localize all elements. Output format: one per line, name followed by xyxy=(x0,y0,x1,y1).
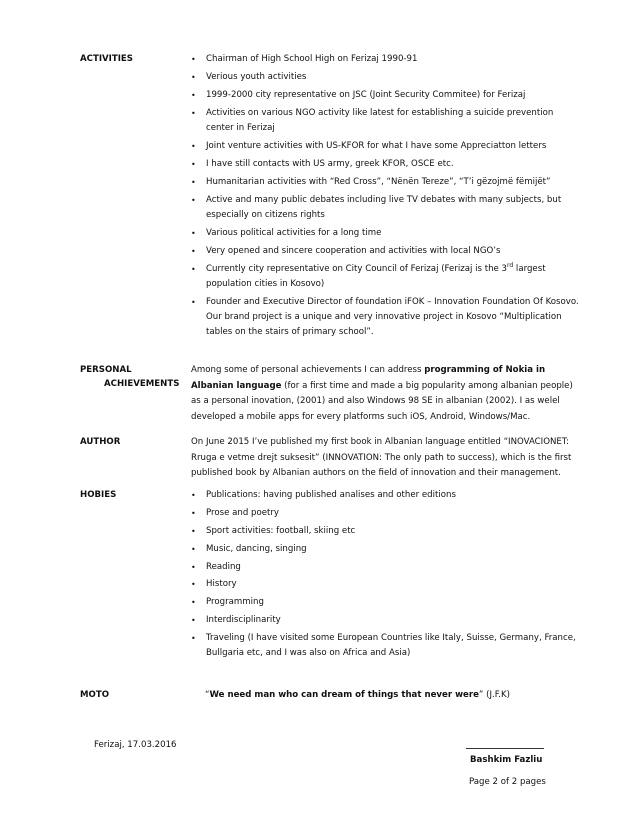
moto-label: MOTO xyxy=(80,690,110,700)
text-bold: programming of Nokia in Albanian language xyxy=(191,365,546,391)
list-item: • Humanitarian activities with “Red Cross”, “Nënën Tereze”, “T’i gëzojmë fëmijët” xyxy=(191,175,579,190)
list-item: • Activities on various NGO activity like latest for establishing a suicide prevention center in Ferizaj xyxy=(191,106,579,137)
list-item: • I have still contacts with US army, greek KFOR, OSCE etc. xyxy=(191,157,579,172)
list-item: • Prose and poetry xyxy=(191,506,579,521)
author-label: AUTHOR xyxy=(80,437,121,447)
hobies-list xyxy=(191,488,579,662)
hobies-content xyxy=(191,488,579,664)
label-line: ACHIEVEMENTS xyxy=(104,379,180,389)
list-item: • Music, dancing, singing xyxy=(191,542,579,557)
page-number: Page 2 of 2 pages xyxy=(469,777,546,787)
list-item: • Various political activities for a long time xyxy=(191,226,579,241)
signature-name: Bashkim Fazliu xyxy=(470,755,543,765)
council-text: Currently city representative on City Council of Ferizaj (Ferizaj is the 3 xyxy=(206,263,508,274)
council-text-end: largest population cities in Kosovo) xyxy=(206,263,546,289)
text-run: Among some of personal achievements I can address xyxy=(191,365,425,375)
list-item: • Sport activities: football, skiing etc xyxy=(191,524,579,539)
list-item: • Very opened and sincere cooperation and activities with local NGO’s xyxy=(191,244,579,259)
hobies-label: HOBIES xyxy=(80,490,117,500)
list-item: • Founder and Executive Director of foundation iFOK – Innovation Foundation Of Kosovo. Our brand project is a unique and very innovative project in Kosovo “Multiplication tables on the stairs of primary school”. xyxy=(191,295,579,341)
personal-achievements-text xyxy=(191,363,579,425)
place-date: Ferizaj, 17.03.2016 xyxy=(94,740,177,750)
signature-line xyxy=(466,748,544,749)
personal-achievements-label xyxy=(80,363,179,391)
paragraph: On June 2015 I’ve published my first book in Albanian language entitled “INOVACIONET: Rruga e vetme drejt suksesit” (INNOVATION: The only path to success), which is the first published book by Albanian authors on the field of innovation and their management. xyxy=(191,437,572,478)
list-item: • Joint venture activities with US-KFOR for what I have some Appreciatton letters xyxy=(191,139,579,154)
list-item: • History xyxy=(191,577,579,592)
activities-list xyxy=(191,52,579,341)
activities-content xyxy=(191,52,579,343)
list-item: • 1999-2000 city representative on JSC (Joint Security Commitee) for Ferizaj xyxy=(191,88,579,103)
list-item: • Reading xyxy=(191,560,579,575)
activities-label: ACTIVITIES xyxy=(80,54,133,64)
list-item: • Active and many public debates including live TV debates with many subjects, but especially on citizens rights xyxy=(191,193,579,224)
label-line: PERSONAL xyxy=(80,365,132,375)
list-item: • Verious youth activities xyxy=(191,70,579,85)
quote-text: We need man who can dream of things that never were xyxy=(209,690,479,700)
quote-mark: ” xyxy=(478,690,484,700)
text-run: (for a first time and made a big popularity among albanian people) as a personal inovation, (2001) and also Windows 98 SE in albanian (2002). I as welel developed a mobile apps for every platforms such iOS, Android, Windows/Mac. xyxy=(191,380,573,422)
list-item-council xyxy=(191,262,579,293)
quote-attribution: (J.F.K) xyxy=(483,690,510,700)
moto-quote xyxy=(205,688,510,702)
paragraph xyxy=(191,363,579,425)
list-item: • Chairman of High School High on Ferizaj 1990-91 xyxy=(191,52,579,67)
list-item: • Publications: having published analises and other editions xyxy=(191,488,579,503)
list-item: • Traveling (I have visited some European Countries like Italy, Suisse, Germany, France, Bullgaria etc, and I was also on Africa and Asia) xyxy=(191,631,579,662)
list-item: • Programming xyxy=(191,595,579,610)
council-superscript: rd xyxy=(507,261,514,269)
quote-mark: “ xyxy=(205,690,210,700)
author-text xyxy=(191,435,579,482)
list-item: • Interdisciplinarity xyxy=(191,613,579,628)
